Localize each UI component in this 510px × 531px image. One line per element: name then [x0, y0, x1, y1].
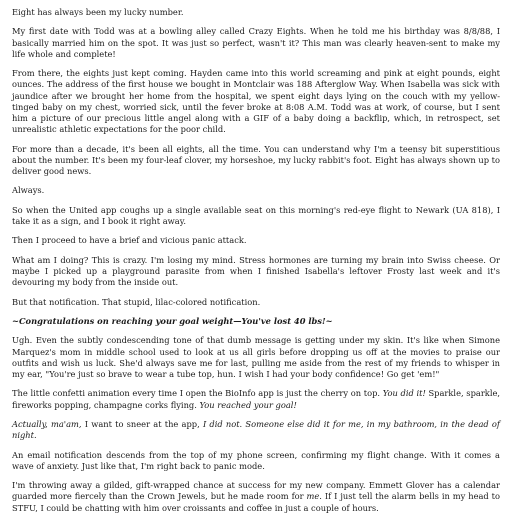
paragraph-8	[12, 255, 500, 289]
paragraph-8-text: What am I doing? This is crazy. I'm losing my mind. Stress hormones are turning my brain into Swiss cheese. Or maybe I picked up a playground parasite from when I finished Isabella's leftover Frosty last week and it's devouring my body from the inside out.	[12, 254, 500, 288]
notification-quote-text: ~Congratulations on reaching your goal weight—You've lost 40 lbs!~	[12, 315, 333, 326]
paragraph-4-text: For more than a decade, it's been all eights, all the time. You can understand why I'm a teensy bit superstitious about the number. It's been my four-leaf clover, my horseshoe, my lucky rabbit's foot. Eight has always shown up to deliver good news.	[12, 143, 500, 176]
paragraph-9-text: But that notification. That stupid, lilac-colored notification.	[12, 296, 261, 307]
paragraph-12-italic-a: You did it!	[382, 388, 426, 399]
paragraph-3	[12, 68, 500, 135]
paragraph-11	[12, 335, 500, 380]
paragraph-15	[12, 480, 500, 514]
paragraph-12-text-b: Sparkle, sparkle, fireworks popping, champagne corks flying.	[12, 388, 501, 410]
paragraph-12-text-a: The little confetti animation every time I open the BioInfo app is just the cherry on top.	[12, 388, 383, 399]
paragraph-6-text: So when the United app coughs up a single available seat on this morning's red-eye flight to Newark (UA 818), I take it as a sign, and I book it right away.	[12, 204, 500, 226]
paragraph-2	[12, 26, 500, 60]
paragraph-4	[12, 144, 500, 178]
paragraph-7	[12, 235, 500, 246]
paragraph-13-italic-b: I did not. Someone else did it for me, in my bathroom, in the dead of night.	[12, 418, 500, 441]
paragraph-9	[12, 297, 500, 308]
paragraph-5	[12, 185, 500, 196]
paragraph-1-text: Eight has always been my lucky number.	[12, 7, 184, 17]
paragraph-13	[12, 419, 500, 441]
paragraph-12-italic-b: You reached your goal!	[199, 399, 297, 410]
notification-quote	[12, 316, 500, 327]
paragraph-3-text: From there, the eights just kept coming. Hayden came into this world screaming and pink at eight pounds, eight ounces. The address of the first house we bought in Montclair was 188 Afterglow Way. When Isabella was sick with jaundice after we brought her home from the hospital, we spent eight days lying on the couch with my yellow-tinged baby on my chest, worried sick, until the fever broke at 8:08 A.M. Todd was at work, of course, but I sent him a picture of our precious little angel along with a GIF of a baby doing a backflip, which, in retrospect, set unrealistic athletic expectations for the poor child.	[12, 68, 500, 135]
paragraph-1	[12, 7, 500, 18]
paragraph-7-text: Then I proceed to have a brief and vicious panic attack.	[12, 235, 247, 246]
paragraph-14	[12, 450, 500, 472]
paragraph-11-text: Ugh. Even the subtly condescending tone of that dumb message is getting under my skin. It's like when Simone Marquez's mom in middle school used to look at us all girls before dropping us off at the movies to praise our outfits and wish us luck. She'd always save me for last, pulling me aside from the rest of my friends to whisper in my ear, "You're just so brave to wear a tube top, hun. I wish I had your body confidence! Go get 'em!"	[12, 335, 500, 379]
paragraph-5-text: Always.	[12, 185, 45, 196]
paragraph-15-text-a: I'm throwing away a gilded, gift-wrapped chance at success for my new company. Emmett Glover has a calendar guarded more fiercely than the Crown Jewels, but he made room for	[12, 480, 500, 502]
paragraph-13-italic-a: Actually, ma'am,	[12, 418, 82, 429]
paragraph-6	[12, 205, 500, 227]
paragraph-15-italic-a: me.	[306, 491, 322, 502]
paragraph-15-text-b: If I just tell the alarm bells in my head to STFU, I could be chatting with him over croissants and coffee in just a couple of hours.	[12, 491, 500, 513]
paragraph-2-text: My first date with Todd was at a bowling alley called Crazy Eights. When he told me his birthday was 8/8/88, I basically married him on the spot. It was just so perfect, wasn't it? This man was clearly heaven-sent to make my life whole and complete!	[12, 26, 500, 59]
paragraph-12	[12, 388, 500, 410]
paragraph-14-text: An email notification descends from the top of my phone screen, confirming my flight change. With it comes a wave of anxiety. Just like that, I'm right back to panic mode.	[12, 449, 500, 471]
paragraph-13-text-a: I want to sneer at the app,	[81, 418, 203, 429]
